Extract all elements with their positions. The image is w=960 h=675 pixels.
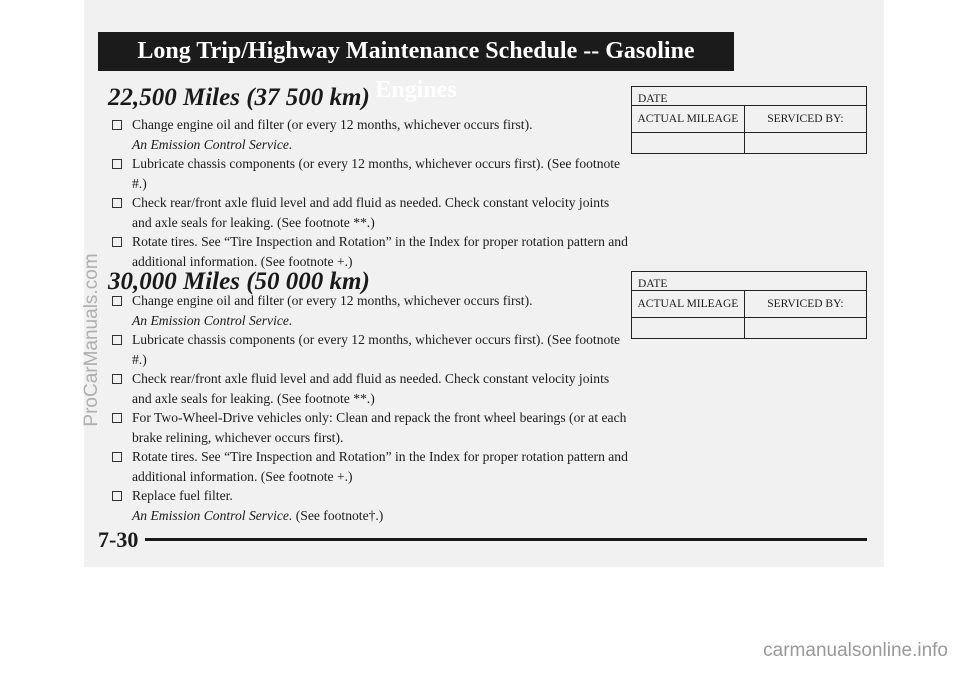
list-item: Rotate tires. See “Tire Inspection and Rotation” in the Index for proper rotation pattern and additional information. (See footnote +.) xyxy=(112,447,632,486)
emission-note: An Emission Control Service. xyxy=(132,136,293,152)
emission-note: An Emission Control Service. xyxy=(132,312,293,328)
footer-rule xyxy=(145,538,867,541)
service-record-table-30000 xyxy=(631,271,867,339)
date-label: DATE xyxy=(632,272,867,291)
checkbox[interactable] xyxy=(112,374,122,384)
mileage-entry-cell[interactable] xyxy=(632,133,745,154)
page-number: 7-30 xyxy=(98,527,139,552)
bottom-watermark: carmanualsonline.info xyxy=(763,640,948,661)
checkbox[interactable] xyxy=(112,413,122,423)
checkbox[interactable] xyxy=(112,237,122,247)
checkbox[interactable] xyxy=(112,335,122,345)
list-item: For Two-Wheel-Drive vehicles only: Clean and repack the front wheel bearings (or at each brake relining, whichever occurs first). xyxy=(112,408,632,447)
actual-mileage-label: ACTUAL MILEAGE xyxy=(632,291,745,318)
checkbox[interactable] xyxy=(112,120,122,130)
section-title-30000: 30,000 Miles (50 000 km) xyxy=(108,268,370,295)
emission-note: An Emission Control Service. (See footnote†.) xyxy=(132,507,384,523)
serviced-by-label: SERVICED BY: xyxy=(744,291,866,318)
checkbox[interactable] xyxy=(112,491,122,501)
list-item: Rotate tires. See “Tire Inspection and Rotation” in the Index for proper rotation pattern and additional information. (See footnote +.) xyxy=(112,232,632,271)
list-item: Check rear/front axle fluid level and add fluid as needed. Check constant velocity joints and axle seals for leaking. (See footnote **.) xyxy=(112,193,632,232)
actual-mileage-label: ACTUAL MILEAGE xyxy=(632,106,745,133)
service-record-table-22500 xyxy=(631,86,867,154)
list-item: Replace fuel filter. An Emission Control Service. (See footnote†.) xyxy=(112,486,632,525)
section-title-22500: 22,500 Miles (37 500 km) xyxy=(108,84,370,111)
schedule-banner: Long Trip/Highway Maintenance Schedule -- Gasoline Engines xyxy=(98,32,734,71)
checkbox[interactable] xyxy=(112,198,122,208)
checkbox[interactable] xyxy=(112,159,122,169)
serviced-by-label: SERVICED BY: xyxy=(744,106,866,133)
list-item: Change engine oil and filter (or every 12 months, whichever occurs first). An Emission Control Service. xyxy=(112,291,632,330)
list-item: Lubricate chassis components (or every 12 months, whichever occurs first). (See footnote #.) xyxy=(112,154,632,193)
date-label: DATE xyxy=(632,87,867,106)
checkbox[interactable] xyxy=(112,296,122,306)
checklist-30000 xyxy=(112,291,632,525)
serviced-by-entry-cell[interactable] xyxy=(744,133,866,154)
serviced-by-entry-cell[interactable] xyxy=(744,318,866,339)
list-item: Check rear/front axle fluid level and add fluid as needed. Check constant velocity joints and axle seals for leaking. (See footnote **.) xyxy=(112,369,632,408)
checklist-22500 xyxy=(112,115,632,271)
side-watermark: ProCarManuals.com xyxy=(81,253,102,427)
list-item: Change engine oil and filter (or every 12 months, whichever occurs first). An Emission Control Service. xyxy=(112,115,632,154)
list-item: Lubricate chassis components (or every 12 months, whichever occurs first). (See footnote #.) xyxy=(112,330,632,369)
checkbox[interactable] xyxy=(112,452,122,462)
mileage-entry-cell[interactable] xyxy=(632,318,745,339)
